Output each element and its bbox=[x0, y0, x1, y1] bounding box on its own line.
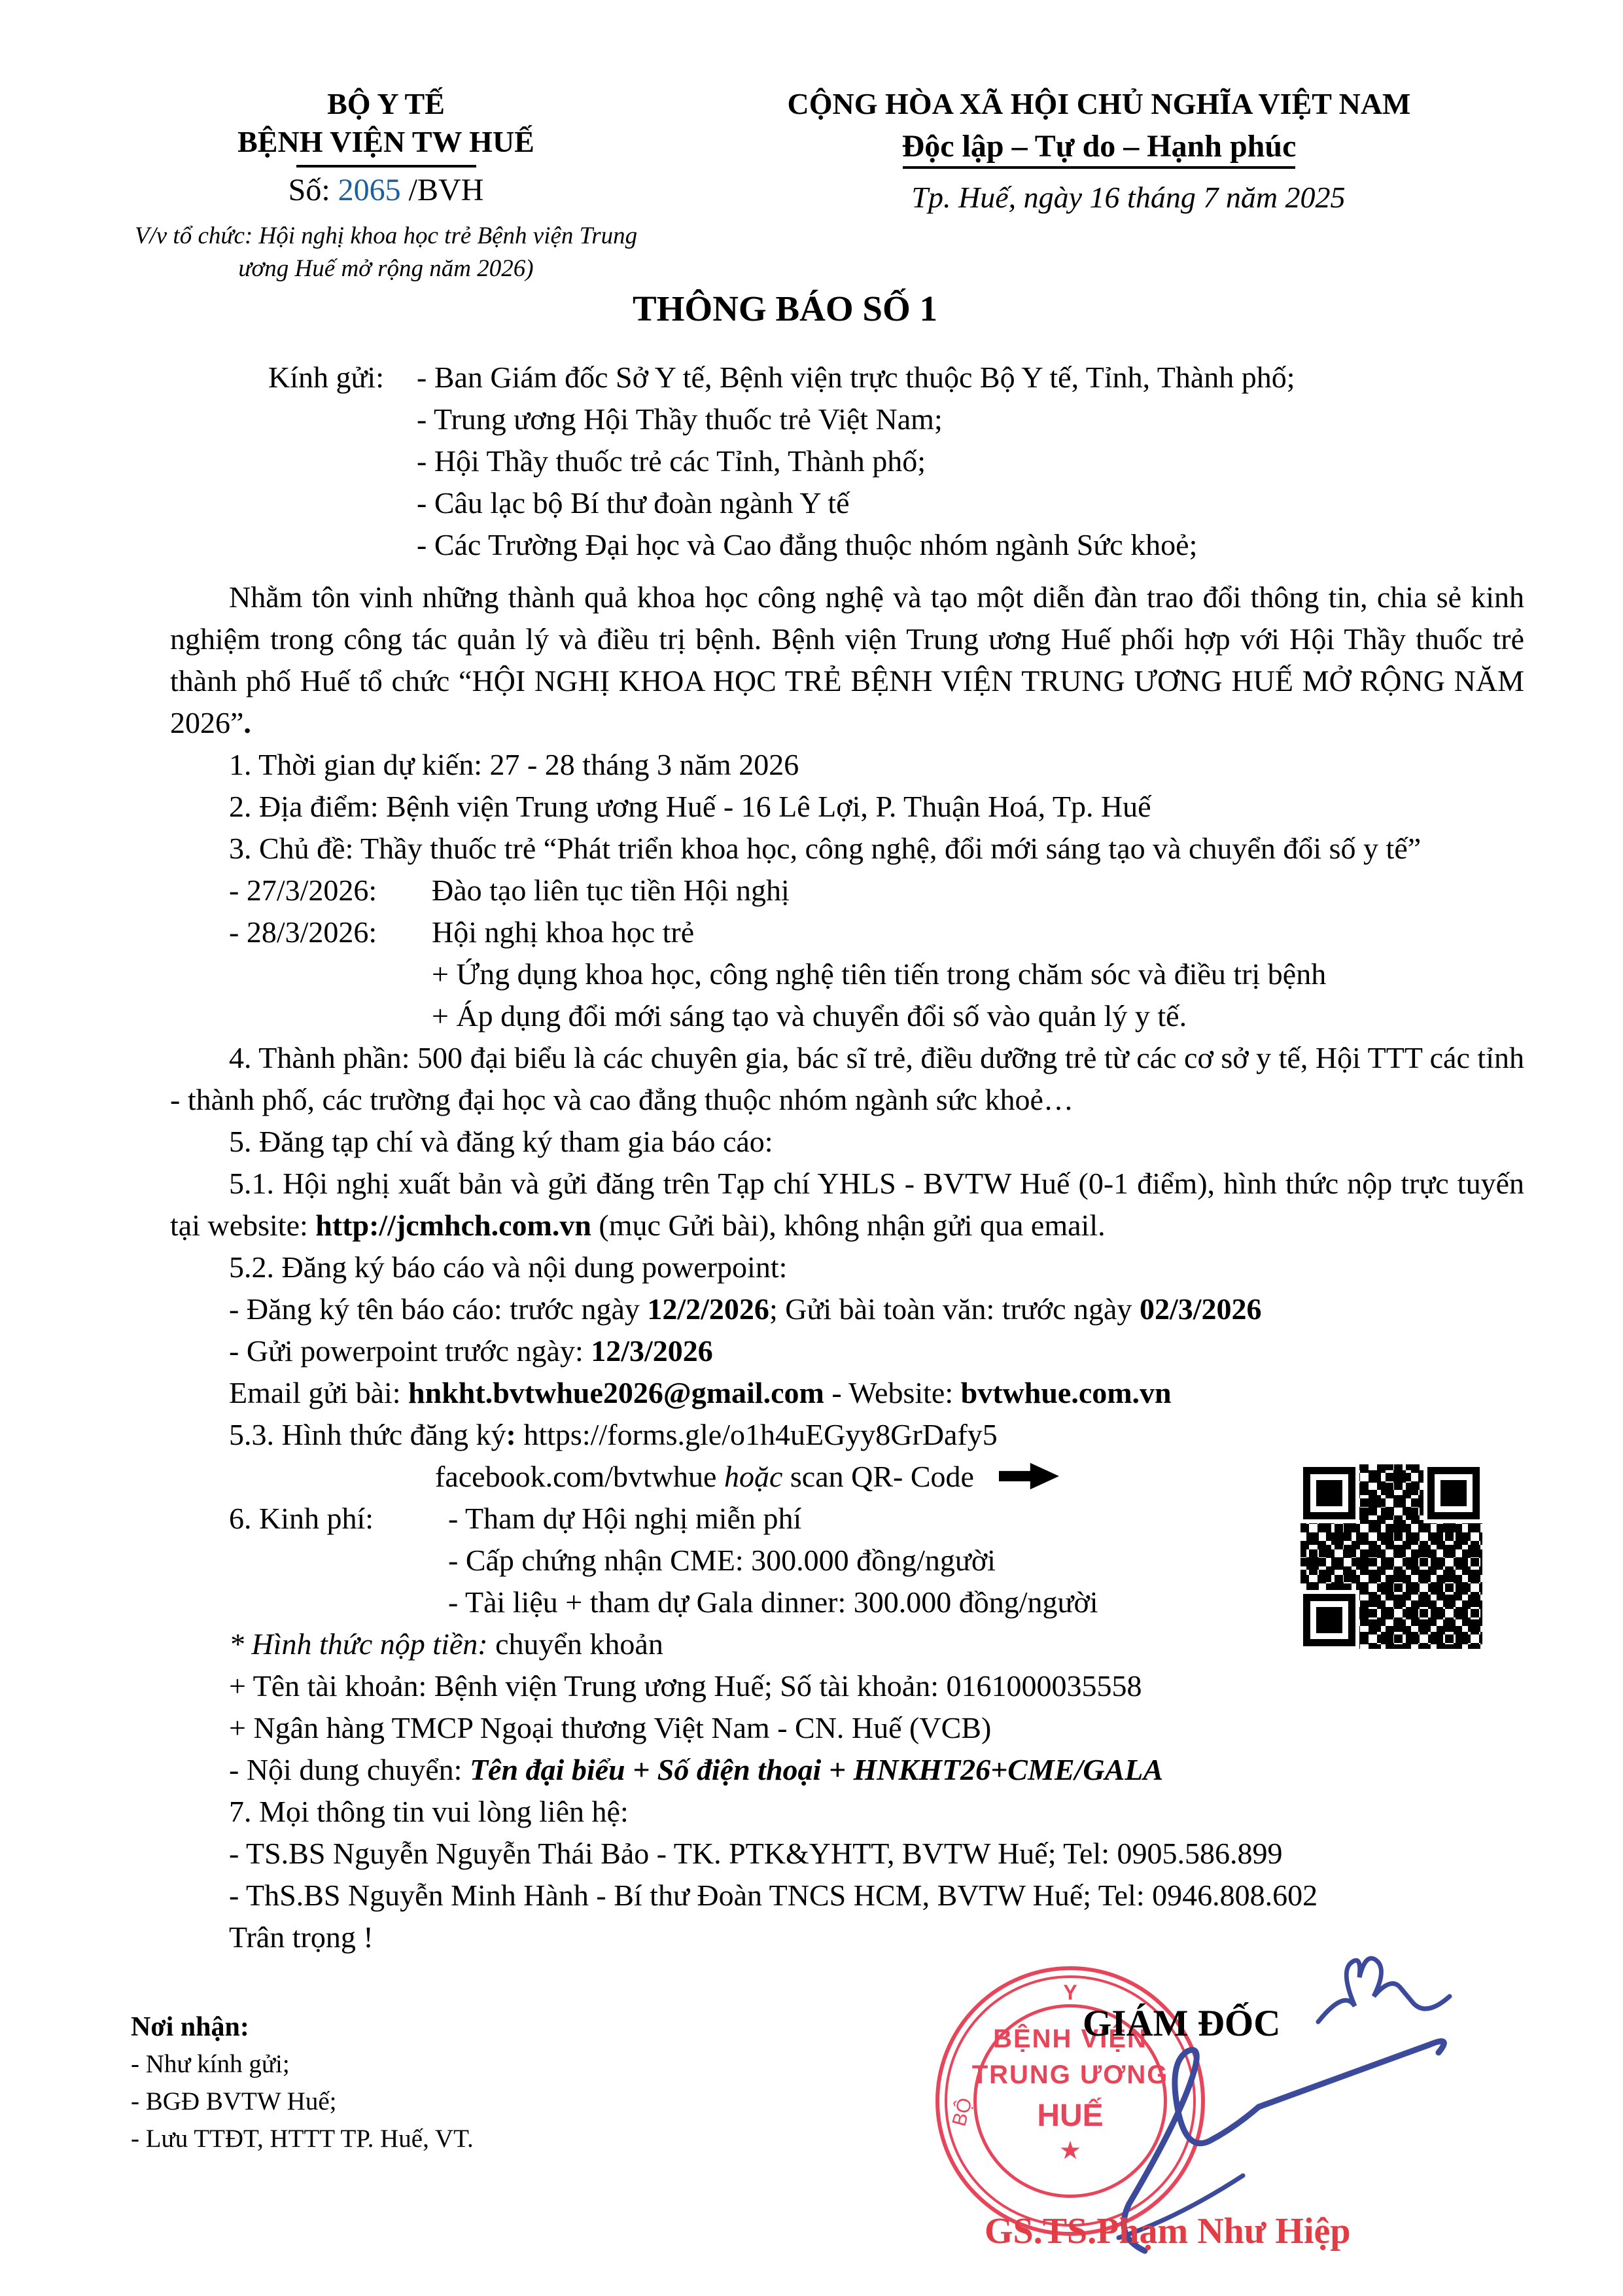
doc-number-label: Số: bbox=[288, 173, 330, 207]
fee-item: - Tài liệu + tham dự Gala dinner: 300.000 đồng/người bbox=[448, 1585, 1098, 1619]
footer-item: - BGĐ BVTW Huế; bbox=[131, 2087, 337, 2115]
doc-number bbox=[114, 170, 657, 211]
recipient-list bbox=[417, 357, 1524, 566]
recipient-item: - Hội Thầy thuốc trẻ các Tỉnh, Thành phố; bbox=[417, 444, 926, 478]
website-label: - Website: bbox=[824, 1376, 961, 1409]
qr-finder-icon bbox=[1303, 1594, 1355, 1646]
s51-post: (mục Gửi bài), không nhận gửi qua email. bbox=[591, 1209, 1106, 1242]
doc-subject: V/v tổ chức: Hội nghị khoa học trẻ Bệnh viện Trung ương Huế mở rộng năm 2026) bbox=[134, 222, 638, 282]
section-5-2: 5.2. Đăng ký báo cáo và nội dung powerpoint: bbox=[229, 1250, 788, 1284]
submission-email: hnkht.bvtwhue2026@gmail.com bbox=[408, 1376, 824, 1409]
recipient-item: - Các Trường Đại học và Cao đẳng thuộc nhóm ngành Sức khoẻ; bbox=[417, 528, 1198, 561]
registration-deadline-line bbox=[170, 1288, 1524, 1330]
intro-paragraph bbox=[170, 576, 1524, 744]
section-participants: 4. Thành phần: 500 đại biểu là các chuyên gia, bác sĩ trẻ, điều dưỡng trẻ từ các cơ sở y tế, Hội TTT các tỉnh - thành phố, các trường đại học và cao đẳng thuộc nhóm ngành sức khoẻ… bbox=[170, 1041, 1524, 1116]
doc-number-value: 2065 bbox=[338, 173, 401, 207]
s51-text: 5.1. Hội nghị xuất bản và gửi đăng trên Tạp chí YHLS - BVTW Huế (0-1 điểm), hình thức nộp trực tuyến tại website: bbox=[170, 1167, 1524, 1242]
national-motto: Độc lập – Tự do – Hạnh phúc bbox=[901, 129, 1297, 164]
s53-label: 5.3. Hình thức đăng ký bbox=[229, 1418, 506, 1451]
header-right-block bbox=[707, 85, 1492, 216]
recipient-item: - Ban Giám đốc Sở Y tế, Bệnh viện trực thuộc Bộ Y tế, Tỉnh, Thành phố; bbox=[417, 361, 1295, 394]
qr-finder-icon bbox=[1427, 1467, 1480, 1519]
footer-recipients-label: Nơi nhận: bbox=[131, 2012, 249, 2042]
recipient-item: - Câu lạc bộ Bí thư đoàn ngành Y tế bbox=[417, 486, 850, 520]
section-time: 1. Thời gian dự kiến: 27 - 28 tháng 3 năm 2026 bbox=[229, 748, 799, 781]
header-left-block bbox=[114, 85, 657, 285]
registration-form-url: https://forms.gle/o1h4uEGyy8GrDafy5 bbox=[515, 1418, 998, 1451]
s53-colon: : bbox=[506, 1418, 516, 1451]
stamp-left-letter: BỘ bbox=[948, 2095, 977, 2129]
fb-post: scan QR- Code bbox=[782, 1460, 974, 1493]
dateline: Tp. Huế, ngày 16 tháng 7 năm 2025 bbox=[911, 181, 1346, 214]
transfer-content-line bbox=[170, 1749, 1524, 1791]
recipients-footer bbox=[131, 2009, 654, 2157]
motto-underline bbox=[903, 166, 1295, 169]
fb-or: hoặc bbox=[724, 1460, 783, 1493]
powerpoint-deadline-line bbox=[170, 1330, 1524, 1372]
intro-text: Nhằm tôn vinh những thành quả khoa học công nghệ và tạo một diễn đàn trao đổi thông tin, chia sẻ kinh nghiệm trong công tác quản lý và điều trị bệnh. Bệnh viện Trung ương Huế phối hợp với Hội Thầy thuốc trẻ thành phố Huế tổ chức bbox=[170, 580, 1524, 698]
schedule-row bbox=[170, 870, 1524, 911]
closing-line: Trân trọng ! bbox=[229, 1920, 374, 1954]
section-theme: 3. Chủ đề: Thầy thuốc trẻ “Phát triển khoa học, công nghệ, đổi mới sáng tạo và chuyển đổi số y tế” bbox=[229, 832, 1422, 865]
footer-item: - Lưu TTĐT, HTTT TP. Huế, VT. bbox=[131, 2125, 474, 2153]
email-label: Email gửi bài: bbox=[229, 1376, 409, 1409]
stamp-top-letter: Y bbox=[1063, 1981, 1077, 2004]
journal-url: http://jcmhch.com.vn bbox=[315, 1209, 591, 1242]
schedule-date: - 27/3/2026: bbox=[229, 874, 377, 907]
section-5: 5. Đăng tạp chí và đăng ký tham gia báo cáo: bbox=[229, 1125, 773, 1158]
account-line: + Tên tài khoản: Bệnh viện Trung ương Huế; Số tài khoản: 0161000035558 bbox=[229, 1669, 1142, 1703]
doc-title: THÔNG BÁO SỐ 1 bbox=[632, 289, 938, 328]
fee-item: - Tham dự Hội nghị miễn phí bbox=[448, 1502, 802, 1535]
ppt-pre: - Gửi powerpoint trước ngày: bbox=[229, 1334, 591, 1368]
ministry-name: BỘ Y TẾ bbox=[327, 87, 445, 120]
conference-name: “HỘI NGHỊ KHOA HỌC TRẺ BỆNH VIỆN TRUNG ƯƠNG HUẾ MỞ RỘNG NĂM 2026” bbox=[170, 664, 1524, 739]
recipient-item: - Trung ương Hội Thầy thuốc trẻ Việt Nam; bbox=[417, 402, 943, 436]
reg-date-2: 02/3/2026 bbox=[1139, 1292, 1262, 1326]
schedule-subitem: + Áp dụng đổi mới sáng tạo và chuyển đổi số vào quản lý y tế. bbox=[432, 999, 1187, 1033]
facebook-url: facebook.com/bvtwhue bbox=[435, 1460, 724, 1493]
org-website: bvtwhue.com.vn bbox=[960, 1376, 1172, 1409]
stamp-star-icon: ★ bbox=[1060, 2138, 1081, 2163]
schedule-date: - 28/3/2026: bbox=[229, 915, 377, 949]
org-name: BỆNH VIỆN TW HUẾ bbox=[237, 125, 534, 158]
greeting-block bbox=[170, 357, 1524, 566]
intro-end: . bbox=[243, 706, 251, 739]
qr-finder-icon bbox=[1303, 1467, 1355, 1519]
stamp-line-1: BỆNH VIỆN bbox=[993, 2024, 1147, 2053]
contact-item: - TS.BS Nguyễn Nguyễn Thái Bảo - TK. PTK&YHTT, BVTW Huế; Tel: 0905.586.899 bbox=[229, 1837, 1283, 1870]
greeting-label: Kính gửi: bbox=[268, 361, 384, 394]
schedule-subitem: + Ứng dụng khoa học, công nghệ tiên tiến trong chăm sóc và điều trị bệnh bbox=[432, 957, 1327, 991]
reg-pre: - Đăng ký tên báo cáo: trước ngày bbox=[229, 1292, 648, 1326]
section-5-3 bbox=[170, 1414, 1524, 1456]
national-header: CỘNG HÒA XÃ HỘI CHỦ NGHĨA VIỆT NAM bbox=[787, 87, 1411, 120]
qr-code bbox=[1300, 1464, 1482, 1649]
section-venue: 2. Địa điểm: Bệnh viện Trung ương Huế - 16 Lê Lợi, P. Thuận Hoá, Tp. Huế bbox=[229, 790, 1151, 823]
schedule-desc: Hội nghị khoa học trẻ bbox=[432, 915, 695, 949]
bank-line: + Ngân hàng TMCP Ngoại thương Việt Nam - CN. Huế (VCB) bbox=[229, 1711, 992, 1744]
director-role: GIÁM ĐỐC bbox=[1083, 2003, 1281, 2044]
section-5-1 bbox=[170, 1163, 1524, 1246]
fee-item: - Cấp chứng nhận CME: 300.000 đồng/người bbox=[448, 1544, 996, 1577]
footer-item: - Như kính gửi; bbox=[131, 2050, 290, 2078]
transfer-content-label: - Nội dung chuyển: bbox=[229, 1753, 470, 1786]
payment-method-value: chuyển khoản bbox=[487, 1627, 663, 1661]
section-7: 7. Mọi thông tin vui lòng liên hệ: bbox=[229, 1795, 629, 1828]
arrow-right-icon bbox=[999, 1462, 1059, 1491]
schedule-row bbox=[170, 911, 1524, 953]
director-name: GS.TS.Phạm Như Hiệp bbox=[985, 2211, 1351, 2252]
transfer-content-value: Tên đại biểu + Số điện thoại + HNKHT26+CME/GALA bbox=[469, 1753, 1164, 1786]
doc-number-suffix: /BVH bbox=[400, 173, 484, 207]
fee-label: 6. Kinh phí: bbox=[229, 1502, 374, 1535]
stamp-line-3: HUẾ bbox=[1037, 2098, 1104, 2133]
schedule-desc: Đào tạo liên tục tiền Hội nghị bbox=[432, 874, 790, 907]
contact-item: - ThS.BS Nguyễn Minh Hành - Bí thư Đoàn TNCS HCM, BVTW Huế; Tel: 0946.808.602 bbox=[229, 1879, 1318, 1912]
ppt-date: 12/3/2026 bbox=[591, 1334, 713, 1368]
payment-method-label: * Hình thức nộp tiền: bbox=[229, 1627, 488, 1661]
org-underline bbox=[296, 165, 476, 168]
reg-mid: ; Gửi bài toàn văn: trước ngày bbox=[769, 1292, 1140, 1326]
doc-body bbox=[170, 357, 1524, 1958]
reg-date-1: 12/2/2026 bbox=[647, 1292, 769, 1326]
stamp-line-2: TRUNG ƯƠNG bbox=[971, 2060, 1169, 2089]
email-line bbox=[170, 1372, 1524, 1414]
